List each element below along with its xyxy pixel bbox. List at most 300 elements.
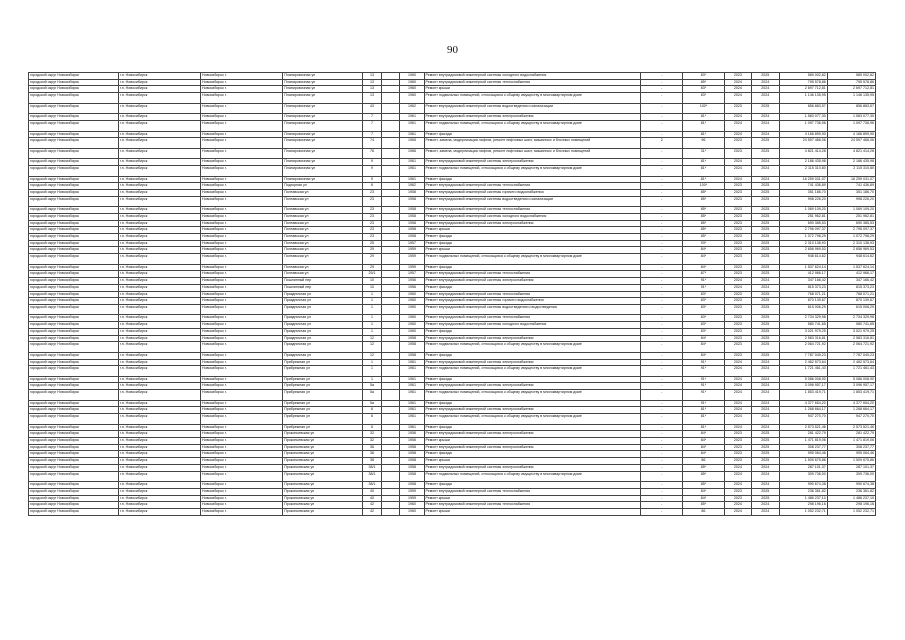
house-number-cell: 9 xyxy=(363,159,382,166)
street-cell: Полтавская ул xyxy=(283,214,363,221)
elevator-count-cell: - xyxy=(641,502,683,509)
locality-cell: Новосибирск г. xyxy=(201,196,283,207)
cost-cell: 5 086 008,90 xyxy=(779,376,827,383)
street-cell: Полтавская ул xyxy=(283,271,363,278)
work-type-cell: Ремонт крыши xyxy=(424,438,641,445)
table-row xyxy=(29,284,876,291)
house-number-cell: 23 xyxy=(363,190,382,197)
end-year-cell: 2025 xyxy=(752,304,779,315)
build-year-cell: 1961 xyxy=(400,120,424,131)
municipality-cell: городской округ Новосибирск xyxy=(29,93,119,104)
end-year-cell: 2024 xyxy=(752,383,779,390)
end-year-cell: 2025 xyxy=(752,291,779,298)
work-type-cell: Ремонт внутридомовой инженерной системы теплоснабжения xyxy=(424,271,641,278)
building-cell xyxy=(381,298,400,305)
build-year-cell: 1956 xyxy=(400,438,424,445)
work-type-cell: Ремонт крыши xyxy=(424,247,641,254)
build-year-cell: 1958 xyxy=(400,227,424,234)
cost-cell: 2 656 969,53 xyxy=(779,247,827,254)
wear-percent-cell: 91* xyxy=(683,284,725,291)
street-cell: Прокопьевская ул xyxy=(283,431,363,438)
locality-cell: Новосибирск г. xyxy=(201,438,283,445)
table-row xyxy=(29,196,876,207)
building-cell xyxy=(381,407,400,414)
locality-cell: Новосибирск г. xyxy=(201,495,283,502)
build-year-cell: 1958 xyxy=(400,451,424,458)
table-row xyxy=(29,390,876,401)
settlement-cell: г.п. Новосибирск xyxy=(118,304,200,315)
end-year-cell: 2024 xyxy=(752,414,779,425)
street-cell: Планировочная ул xyxy=(283,176,363,183)
build-year-cell: 1961 xyxy=(400,424,424,431)
end-year-cell: 2024 xyxy=(752,359,779,366)
municipality-cell: городской округ Новосибирск xyxy=(29,438,119,445)
wear-percent-cell: 93* xyxy=(683,240,725,247)
start-year-cell: 2023 xyxy=(724,103,751,114)
house-number-cell: 1 xyxy=(363,304,382,315)
building-cell xyxy=(381,103,400,114)
end-year-cell: 2025 xyxy=(752,227,779,234)
wear-percent-cell: 100* xyxy=(683,103,725,114)
elevator-count-cell: - xyxy=(641,407,683,414)
cost-cell: 870 139,67 xyxy=(779,298,827,305)
cost-cell: 1 537 624,14 xyxy=(779,264,827,271)
cost-cell: 1 583 077,30 xyxy=(779,114,827,121)
table-row xyxy=(29,400,876,407)
street-cell: Полтавская ул xyxy=(283,240,363,247)
work-type-cell: Ремонт внутридомовой инженерной системы электроснабжения xyxy=(424,335,641,342)
municipality-cell: городской округ Новосибирск xyxy=(29,424,119,431)
table-row xyxy=(29,298,876,305)
street-cell: Планировочная ул xyxy=(283,73,363,80)
wear-percent-cell: 83* xyxy=(683,298,725,305)
house-number-cell: 6 xyxy=(363,183,382,190)
build-year-cell: 1961 xyxy=(400,376,424,383)
municipality-cell: городской округ Новосибирск xyxy=(29,234,119,241)
table-row xyxy=(29,482,876,489)
municipality-cell: городской округ Новосибирск xyxy=(29,414,119,425)
work-type-cell: Ремонт внутридомовой инженерной системы электроснабжения xyxy=(424,278,641,285)
street-cell: Прибрежная ул xyxy=(283,424,363,431)
cost-cell: 768 071,21 xyxy=(779,291,827,298)
build-year-cell: 1960 xyxy=(400,73,424,80)
building-cell xyxy=(381,284,400,291)
settlement-cell: г.п. Новосибирск xyxy=(118,79,200,86)
locality-cell: Новосибирск г. xyxy=(201,304,283,315)
municipality-cell: городской округ Новосибирск xyxy=(29,304,119,315)
end-year-cell: 2024 xyxy=(752,376,779,383)
cost-cell: 1 146 135,95 xyxy=(779,93,827,104)
building-cell xyxy=(381,376,400,383)
start-year-cell: 2024 xyxy=(724,407,751,414)
locality-cell: Новосибирск г. xyxy=(201,247,283,254)
end-year-cell: 2024 xyxy=(752,400,779,407)
house-number-cell: 40 xyxy=(363,495,382,502)
municipality-cell: городской округ Новосибирск xyxy=(29,196,119,207)
build-year-cell: 1960 xyxy=(400,315,424,322)
elevator-count-cell: - xyxy=(641,148,683,159)
cost-cell: 251 962,81 xyxy=(779,214,827,221)
municipality-cell: городской округ Новосибирск xyxy=(29,508,119,515)
total-cost-cell: 870 139,67 xyxy=(827,298,875,305)
settlement-cell: г.п. Новосибирск xyxy=(118,234,200,241)
work-type-cell: Ремонт фасада xyxy=(424,328,641,335)
municipality-cell: городской округ Новосибирск xyxy=(29,254,119,265)
total-cost-cell: 947 270,70 xyxy=(827,414,875,425)
table-row xyxy=(29,207,876,214)
house-number-cell: 1 xyxy=(363,359,382,366)
building-cell xyxy=(381,254,400,265)
wear-percent-cell: 91* xyxy=(683,359,725,366)
end-year-cell: 2025 xyxy=(752,335,779,342)
cost-cell: 1 486 237,10 xyxy=(779,495,827,502)
street-cell: Планировочная ул xyxy=(283,138,363,149)
start-year-cell: 2024 xyxy=(724,278,751,285)
building-cell xyxy=(381,86,400,93)
start-year-cell: 2023 xyxy=(724,220,751,227)
elevator-count-cell: - xyxy=(641,264,683,271)
street-cell: Прокопьевская ул xyxy=(283,438,363,445)
building-cell xyxy=(381,183,400,190)
table-row xyxy=(29,451,876,458)
locality-cell: Новосибирск г. xyxy=(201,214,283,221)
elevator-count-cell: - xyxy=(641,451,683,458)
end-year-cell: 2024 xyxy=(752,284,779,291)
build-year-cell: 1959 xyxy=(400,495,424,502)
build-year-cell: 1966 xyxy=(400,148,424,159)
locality-cell: Новосибирск г. xyxy=(201,482,283,489)
elevator-count-cell: - xyxy=(641,86,683,93)
settlement-cell: г.п. Новосибирск xyxy=(118,240,200,247)
house-number-cell: 38/1 xyxy=(363,464,382,471)
table-row xyxy=(29,79,876,86)
wear-percent-cell: 96 xyxy=(683,138,725,149)
settlement-cell: г.п. Новосибирск xyxy=(118,247,200,254)
settlement-cell: г.п. Новосибирск xyxy=(118,458,200,465)
elevator-count-cell: - xyxy=(641,271,683,278)
building-cell xyxy=(381,159,400,166)
municipality-cell: городской округ Новосибирск xyxy=(29,352,119,359)
locality-cell: Новосибирск г. xyxy=(201,424,283,431)
building-cell xyxy=(381,444,400,451)
table-row xyxy=(29,414,876,425)
building-cell xyxy=(381,342,400,353)
total-cost-cell: 4 821 414,28 xyxy=(827,148,875,159)
house-number-cell: 6 xyxy=(363,424,382,431)
start-year-cell: 2023 xyxy=(724,431,751,438)
locality-cell: Новосибирск г. xyxy=(201,471,283,482)
end-year-cell: 2025 xyxy=(752,103,779,114)
municipality-cell: городской округ Новосибирск xyxy=(29,451,119,458)
table-row xyxy=(29,383,876,390)
locality-cell: Новосибирск г. xyxy=(201,183,283,190)
build-year-cell: 1961 xyxy=(400,383,424,390)
building-cell xyxy=(381,458,400,465)
house-number-cell: 1 xyxy=(363,328,382,335)
municipality-cell: городской округ Новосибирск xyxy=(29,458,119,465)
cost-cell: 690 385,53 xyxy=(779,220,827,227)
end-year-cell: 2025 xyxy=(752,458,779,465)
total-cost-cell: 815 373,23 xyxy=(827,284,875,291)
start-year-cell: 2024 xyxy=(724,508,751,515)
end-year-cell: 2025 xyxy=(752,322,779,329)
house-number-cell: 23 xyxy=(363,234,382,241)
elevator-count-cell: - xyxy=(641,190,683,197)
start-year-cell: 2023 xyxy=(724,234,751,241)
end-year-cell: 2025 xyxy=(752,298,779,305)
locality-cell: Новосибирск г. xyxy=(201,444,283,451)
table-row xyxy=(29,176,876,183)
street-cell: Праздничная ул xyxy=(283,315,363,322)
street-cell: Планировочная ул xyxy=(283,131,363,138)
end-year-cell: 2025 xyxy=(752,247,779,254)
wear-percent-cell: 83* xyxy=(683,93,725,104)
end-year-cell: 2025 xyxy=(752,495,779,502)
work-type-cell: Ремонт подвальных помещений, относящихся к общему имуществу в многоквартирном доме xyxy=(424,390,641,401)
total-cost-cell: 5 086 008,90 xyxy=(827,376,875,383)
wear-percent-cell: 85* xyxy=(683,214,725,221)
start-year-cell: 2023 xyxy=(724,148,751,159)
street-cell: Планировочная ул xyxy=(283,159,363,166)
building-cell xyxy=(381,431,400,438)
cost-cell: 2 573 521,46 xyxy=(779,424,827,431)
start-year-cell: 2024 xyxy=(724,284,751,291)
house-number-cell: 29 xyxy=(363,254,382,265)
municipality-cell: городской округ Новосибирск xyxy=(29,342,119,353)
start-year-cell: 2023 xyxy=(724,271,751,278)
settlement-cell: г.п. Новосибирск xyxy=(118,131,200,138)
cost-cell: 4 821 414,28 xyxy=(779,148,827,159)
house-number-cell: 6 xyxy=(363,407,382,414)
building-cell xyxy=(381,264,400,271)
build-year-cell: 1961 xyxy=(400,400,424,407)
settlement-cell: г.п. Новосибирск xyxy=(118,390,200,401)
table-row xyxy=(29,315,876,322)
build-year-cell: 1960 xyxy=(400,79,424,86)
house-number-cell: 5а xyxy=(363,390,382,401)
table-row xyxy=(29,328,876,335)
wear-percent-cell: 84* xyxy=(683,247,725,254)
street-cell: Планировочная ул xyxy=(283,79,363,86)
locality-cell: Новосибирск г. xyxy=(201,93,283,104)
elevator-count-cell: - xyxy=(641,383,683,390)
locality-cell: Новосибирск г. xyxy=(201,278,283,285)
elevator-count-cell: - xyxy=(641,131,683,138)
building-cell xyxy=(381,366,400,377)
build-year-cell: 1960 xyxy=(400,304,424,315)
cost-cell: 1 052 232,71 xyxy=(779,508,827,515)
cost-cell: 3 096 957,17 xyxy=(779,383,827,390)
end-year-cell: 2025 xyxy=(752,264,779,271)
house-number-cell: 29 xyxy=(363,264,382,271)
start-year-cell: 2024 xyxy=(724,93,751,104)
cost-cell: 1 097 736,96 xyxy=(779,120,827,131)
wear-percent-cell: 81* xyxy=(683,159,725,166)
start-year-cell: 2023 xyxy=(724,73,751,80)
locality-cell: Новосибирск г. xyxy=(201,234,283,241)
table-row xyxy=(29,227,876,234)
locality-cell: Новосибирск г. xyxy=(201,328,283,335)
locality-cell: Новосибирск г. xyxy=(201,315,283,322)
work-type-cell: Ремонт, замена, модернизация лифтов, ремонт лифтовых шахт, машинных и блочных помещений xyxy=(424,138,641,149)
total-cost-cell: 1 721 461,43 xyxy=(827,366,875,377)
street-cell: Прокопьевская ул xyxy=(283,444,363,451)
locality-cell: Новосибирск г. xyxy=(201,383,283,390)
locality-cell: Новосибирск г. xyxy=(201,190,283,197)
start-year-cell: 2023 xyxy=(724,298,751,305)
house-number-cell: 36 xyxy=(363,451,382,458)
total-cost-cell: 3 021 979,25 xyxy=(827,328,875,335)
elevator-count-cell: - xyxy=(641,247,683,254)
building-cell xyxy=(381,220,400,227)
elevator-count-cell: - xyxy=(641,103,683,114)
locality-cell: Новосибирск г. xyxy=(201,103,283,114)
work-type-cell: Ремонт фасада xyxy=(424,424,641,431)
end-year-cell: 2024 xyxy=(752,93,779,104)
house-number-cell: 7 xyxy=(363,114,382,121)
elevator-count-cell: - xyxy=(641,431,683,438)
elevator-count-cell: - xyxy=(641,359,683,366)
street-cell: Прибрежная ул xyxy=(283,376,363,383)
cost-cell: 947 270,70 xyxy=(779,414,827,425)
house-number-cell: 36 xyxy=(363,444,382,451)
end-year-cell: 2024 xyxy=(752,131,779,138)
build-year-cell: 1956 xyxy=(400,278,424,285)
building-cell xyxy=(381,207,400,214)
locality-cell: Новосибирск г. xyxy=(201,407,283,414)
table-row xyxy=(29,304,876,315)
street-cell: Прокопьевская ул xyxy=(283,482,363,489)
building-cell xyxy=(381,291,400,298)
start-year-cell: 2024 xyxy=(724,482,751,489)
municipality-cell: городской округ Новосибирск xyxy=(29,376,119,383)
table-row xyxy=(29,359,876,366)
settlement-cell: г.п. Новосибирск xyxy=(118,502,200,509)
cost-cell: 1 072 798,29 xyxy=(779,234,827,241)
wear-percent-cell: 81* xyxy=(683,114,725,121)
total-cost-cell: 795 578,86 xyxy=(827,79,875,86)
wear-percent-cell: 85* xyxy=(683,502,725,509)
street-cell: Полтавская ул xyxy=(283,220,363,227)
start-year-cell: 2024 xyxy=(724,424,751,431)
municipality-cell: городской округ Новосибирск xyxy=(29,271,119,278)
total-cost-cell: 4 377 654,20 xyxy=(827,400,875,407)
locality-cell: Новосибирск г. xyxy=(201,458,283,465)
build-year-cell: 1959 xyxy=(400,247,424,254)
start-year-cell: 2023 xyxy=(724,183,751,190)
street-cell: Полтавская ул xyxy=(283,207,363,214)
house-number-cell: 10 xyxy=(363,278,382,285)
cost-cell: 795 578,86 xyxy=(779,79,827,86)
build-year-cell: 1961 xyxy=(400,390,424,401)
build-year-cell: 1956 xyxy=(400,284,424,291)
settlement-cell: г.п. Новосибирск xyxy=(118,315,200,322)
elevator-count-cell: - xyxy=(641,196,683,207)
build-year-cell: 1958 xyxy=(400,482,424,489)
cost-cell: 948 614,62 xyxy=(779,254,827,265)
table-row xyxy=(29,86,876,93)
build-year-cell: 1957 xyxy=(400,271,424,278)
end-year-cell: 2025 xyxy=(752,488,779,495)
locality-cell: Новосибирск г. xyxy=(201,220,283,227)
work-type-cell: Ремонт внутридомовой инженерной системы электроснабжения xyxy=(424,159,641,166)
start-year-cell: 2024 xyxy=(724,376,751,383)
work-type-cell: Ремонт фасада xyxy=(424,376,641,383)
total-cost-cell: 298 196,16 xyxy=(827,502,875,509)
street-cell: Планировочная ул xyxy=(283,103,363,114)
total-cost-cell: 995 064,46 xyxy=(827,451,875,458)
locality-cell: Новосибирск г. xyxy=(201,376,283,383)
cost-cell: 990 674,38 xyxy=(779,482,827,489)
settlement-cell: г.п. Новосибирск xyxy=(118,444,200,451)
wear-percent-cell: 81* xyxy=(683,424,725,431)
municipality-cell: городской округ Новосибирск xyxy=(29,390,119,401)
build-year-cell: 1956 xyxy=(400,431,424,438)
start-year-cell: 2023 xyxy=(724,254,751,265)
elevator-count-cell: - xyxy=(641,93,683,104)
municipality-cell: городской округ Новосибирск xyxy=(29,247,119,254)
cost-cell: 281 422,79 xyxy=(779,431,827,438)
start-year-cell: 2024 xyxy=(724,131,751,138)
work-type-cell: Ремонт подвальных помещений, относящихся к общему имуществу в многоквартирном доме xyxy=(424,93,641,104)
settlement-cell: г.п. Новосибирск xyxy=(118,220,200,227)
table-row xyxy=(29,502,876,509)
total-cost-cell: 2 186 435,98 xyxy=(827,159,875,166)
total-cost-cell: 1 069 109,20 xyxy=(827,207,875,214)
house-number-cell: 12 xyxy=(363,342,382,353)
elevator-count-cell: - xyxy=(641,390,683,401)
house-number-cell: 38/1 xyxy=(363,482,382,489)
capital-repair-table xyxy=(28,72,876,516)
cost-cell: 1 268 664,17 xyxy=(779,407,827,414)
house-number-cell: 1 xyxy=(363,315,382,322)
elevator-count-cell: - xyxy=(641,488,683,495)
municipality-cell: городской округ Новосибирск xyxy=(29,284,119,291)
locality-cell: Новосибирск г. xyxy=(201,342,283,353)
total-cost-cell: 2 064 721,92 xyxy=(827,342,875,353)
elevator-count-cell: - xyxy=(641,298,683,305)
end-year-cell: 2024 xyxy=(752,366,779,377)
table-row xyxy=(29,366,876,377)
total-cost-cell: 251 962,81 xyxy=(827,214,875,221)
locality-cell: Новосибирск г. xyxy=(201,298,283,305)
start-year-cell: 2023 xyxy=(724,304,751,315)
street-cell: Праздничная ул xyxy=(283,342,363,353)
municipality-cell: городской округ Новосибирск xyxy=(29,114,119,121)
cost-cell: 308 237,77 xyxy=(779,444,827,451)
municipality-cell: городской округ Новосибирск xyxy=(29,120,119,131)
table-row xyxy=(29,376,876,383)
building-cell xyxy=(381,247,400,254)
table-row xyxy=(29,458,876,465)
total-cost-cell: 236 361,82 xyxy=(827,488,875,495)
house-number-cell: 5а xyxy=(363,383,382,390)
end-year-cell: 2025 xyxy=(752,190,779,197)
building-cell xyxy=(381,400,400,407)
house-number-cell: 23 xyxy=(363,220,382,227)
locality-cell: Новосибирск г. xyxy=(201,176,283,183)
start-year-cell: 2023 xyxy=(724,335,751,342)
elevator-count-cell: - xyxy=(641,366,683,377)
work-type-cell: Ремонт внутридомовой инженерной системы теплоснабжения xyxy=(424,502,641,509)
wear-percent-cell: 85* xyxy=(683,196,725,207)
house-number-cell: 1 xyxy=(363,322,382,329)
work-type-cell: Ремонт внутридомовой инженерной системы водоотведения и водоотведения xyxy=(424,304,641,315)
building-cell xyxy=(381,495,400,502)
locality-cell: Новосибирск г. xyxy=(201,366,283,377)
wear-percent-cell: 83* xyxy=(683,86,725,93)
wear-percent-cell: 84* xyxy=(683,254,725,265)
